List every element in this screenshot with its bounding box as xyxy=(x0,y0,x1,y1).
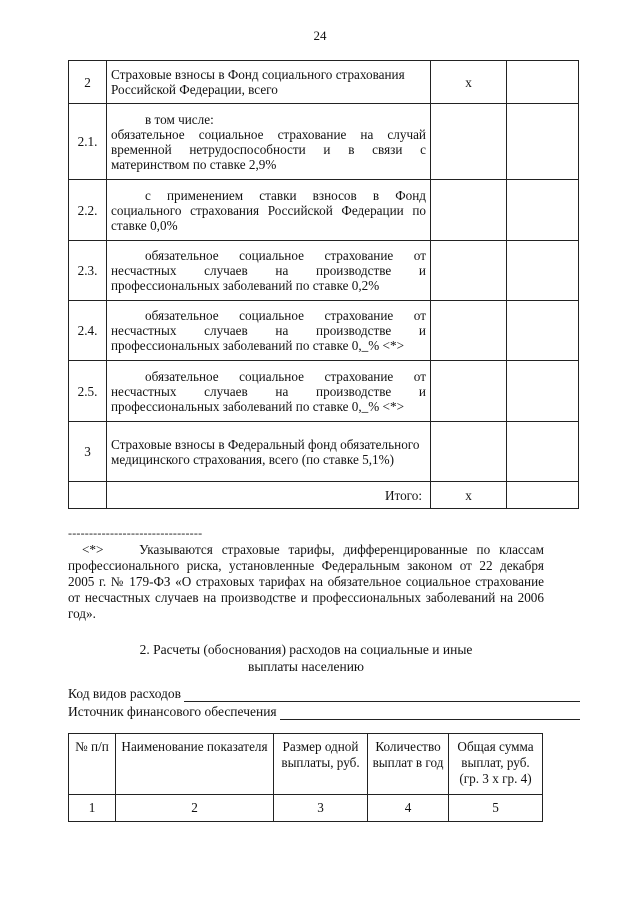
column-header: № п/п xyxy=(69,734,116,795)
header-row xyxy=(69,734,543,795)
row-number: 2.5. xyxy=(69,361,107,422)
table-row xyxy=(69,241,579,301)
column-number: 1 xyxy=(69,795,116,822)
column-header: Количество выплат в год xyxy=(368,734,449,795)
insurance-contributions-table xyxy=(68,60,579,509)
section-title-line2: выплаты населению xyxy=(247,659,365,674)
row-text: обязательное социальное страхование от несчастных случаев на производстве и профессиональных заболеваний по ставке 0,_% <*> xyxy=(107,361,431,422)
footnote-separator: -------------------------------- xyxy=(68,526,203,540)
page-number: 24 xyxy=(313,28,327,43)
total-row xyxy=(69,482,579,509)
expense-code-input-line[interactable] xyxy=(184,688,580,702)
total-cell-x: x xyxy=(431,482,507,509)
footnote-text: Указываются страховые тарифы, дифференцированные по классам профессионального риска, установленные Федеральным законом от 22 декабря 2005 г. № 179-ФЗ «О страховых тарифах на обязательное социальное страхование от несчастных случаев на производстве и профессиональных заболеваний на 2006 год». xyxy=(68,542,544,621)
total-label: Итого: xyxy=(107,482,431,509)
section-title-line1: 2. Расчеты (обоснования) расходов на социальные и иные xyxy=(139,642,473,657)
row-number: 2.4. xyxy=(69,301,107,361)
row-cell-x: x xyxy=(431,61,507,104)
row-text: Страховые взносы в Фонд социального страхования Российской Федерации, всего xyxy=(107,61,431,104)
row-number: 2.1. xyxy=(69,104,107,180)
column-number-row xyxy=(69,795,543,822)
row-text: обязательное социальное страхование на случай временной нетрудоспособности и в связи с материнством по ставке 2,9% xyxy=(111,126,426,172)
row-number: 2.3. xyxy=(69,241,107,301)
footnote xyxy=(68,542,544,622)
row-cell xyxy=(431,301,507,361)
column-number: 2 xyxy=(116,795,274,822)
column-header: Общая сумма выплат, руб. (гр. 3 х гр. 4) xyxy=(449,734,543,795)
row-text: Страховые взносы в Федеральный фонд обязательного медицинского страхования, всего (по ставке 5,1%) xyxy=(107,422,431,482)
column-number: 5 xyxy=(449,795,543,822)
table-row xyxy=(69,301,579,361)
footnote-marker: <*> xyxy=(82,542,104,557)
row-cell xyxy=(431,180,507,241)
table-row xyxy=(69,61,579,104)
row-number: 2.2. xyxy=(69,180,107,241)
row-text: с применением ставки взносов в Фонд социального страхования Российской Федерации по ставке 0,0% xyxy=(107,180,431,241)
row-text: обязательное социальное страхование от несчастных случаев на производстве и профессиональных заболеваний по ставке 0,_% <*> xyxy=(107,301,431,361)
row-cell xyxy=(431,361,507,422)
row-text-cell xyxy=(107,104,431,180)
row-cell xyxy=(431,422,507,482)
row-cell-empty xyxy=(507,180,579,241)
row-cell-empty xyxy=(507,422,579,482)
row-number: 3 xyxy=(69,422,107,482)
row-number: 2 xyxy=(69,61,107,104)
table-row xyxy=(69,180,579,241)
row-text: обязательное социальное страхование от несчастных случаев на производстве и профессиональных заболеваний по ставке 0,2% xyxy=(107,241,431,301)
funding-source-label: Источник финансового обеспечения xyxy=(68,704,277,719)
column-number: 3 xyxy=(274,795,368,822)
section-title xyxy=(68,641,544,675)
table-row xyxy=(69,104,579,180)
expense-code-field xyxy=(68,686,580,702)
row-cell-empty xyxy=(507,241,579,301)
row-cell xyxy=(431,241,507,301)
column-header: Наименование показателя xyxy=(116,734,274,795)
funding-source-field xyxy=(68,704,580,720)
column-header: Размер одной выплаты, руб. xyxy=(274,734,368,795)
row-number-empty xyxy=(69,482,107,509)
column-number: 4 xyxy=(368,795,449,822)
table-row xyxy=(69,361,579,422)
row-cell xyxy=(431,104,507,180)
funding-source-input-line[interactable] xyxy=(280,706,580,720)
row-cell-empty xyxy=(507,61,579,104)
table-row xyxy=(69,422,579,482)
expense-code-label: Код видов расходов xyxy=(68,686,182,701)
row-cell-empty xyxy=(507,301,579,361)
social-payments-table xyxy=(68,733,543,822)
row-cell-empty xyxy=(507,104,579,180)
row-cell-empty xyxy=(507,361,579,422)
row-cell-empty xyxy=(507,482,579,509)
row-text-intro: в том числе: xyxy=(145,111,214,127)
